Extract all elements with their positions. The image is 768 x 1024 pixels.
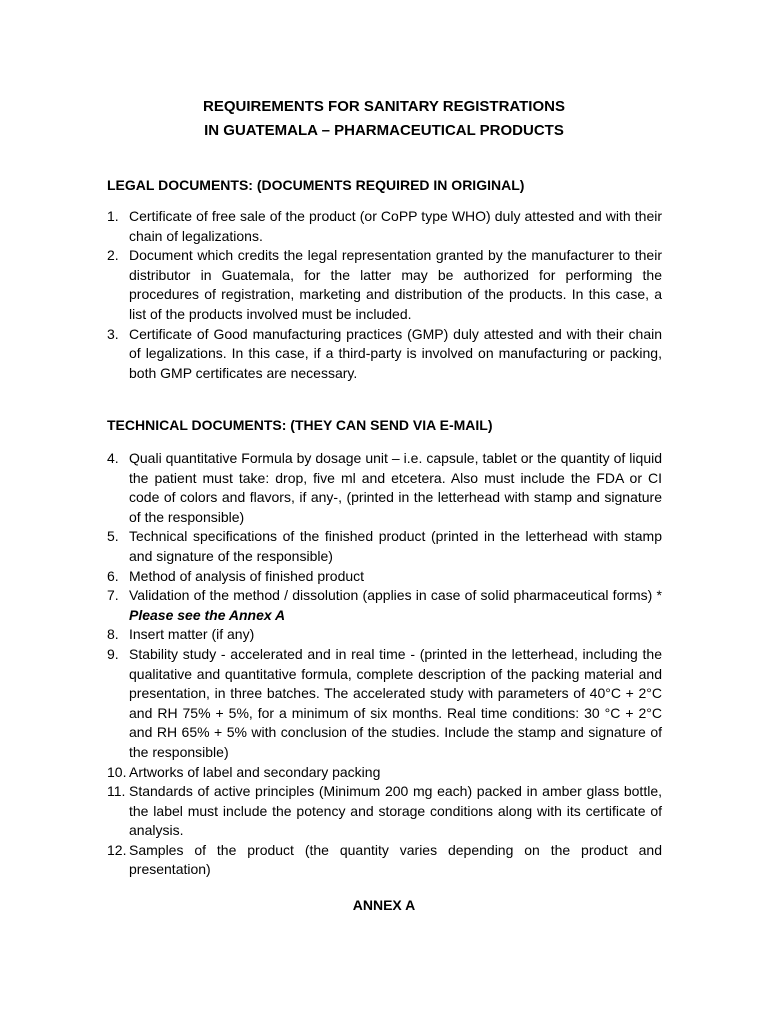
technical-documents-list <box>107 449 662 880</box>
list-item <box>107 527 662 566</box>
item-number: 7. <box>107 587 119 604</box>
item-text: Stability study - accelerated and in real time - (printed in the letterhead, including the qualitative and quantitative formula, complete description of the packing material and presentation, in three batches. The accelerated study with parameters of 40°C + 2°C and RH 75% + 5%, for a minimum of six months. Real time conditions: 30 °C + 2°C and RH 65% + 5% with conclusion of the studies. Include the stamp and signature of the responsible) <box>129 645 662 760</box>
item-text: Document which credits the legal representation granted by the manufacturer to their distributor in Guatemala, for the latter may be authorized for performing the procedures of registration, marketing and distribution of the products. In this case, a list of the products involved must be included. <box>129 247 662 322</box>
item-text: Standards of active principles (Minimum 200 mg each) packed in amber glass bottle, the label must include the potency and storage conditions along with its certificate of analysis. <box>129 783 662 839</box>
list-item <box>107 625 662 645</box>
document-title-line-1: REQUIREMENTS FOR SANITARY REGISTRATIONS <box>203 98 565 115</box>
legal-documents-list <box>107 207 662 383</box>
technical-documents-heading: TECHNICAL DOCUMENTS: (THEY CAN SEND VIA E-MAIL) <box>107 417 493 433</box>
item-text: Certificate of free sale of the product (or CoPP type WHO) duly attested and with their chain of legalizations. <box>129 208 662 244</box>
legal-documents-heading: LEGAL DOCUMENTS: (DOCUMENTS REQUIRED IN ORIGINAL) <box>107 177 525 193</box>
list-item <box>107 586 662 625</box>
annex-reference: Please see the Annex A <box>129 606 286 623</box>
item-number: 2. <box>107 247 119 264</box>
item-text: Certificate of Good manufacturing practices (GMP) duly attested and with their chain of legalizations. In this case, if a third-party is involved on manufacturing or packing, both GMP certificates are necessary. <box>129 325 662 381</box>
item-text: Samples of the product (the quantity varies depending on the product and presentation) <box>129 841 662 878</box>
item-number: 6. <box>107 567 119 584</box>
item-number: 8. <box>107 626 119 643</box>
list-item <box>107 782 662 841</box>
item-number: 10. <box>107 763 127 780</box>
item-number: 5. <box>107 528 119 545</box>
item-number: 3. <box>107 325 119 342</box>
item-text: Quali quantitative Formula by dosage unit – i.e. capsule, tablet or the quantity of liquid the patient must take: drop, five ml and etcetera. Also must include the FDA or CI code of colors and flavors, if any-, (printed in the letterhead with stamp and signature of the responsible) <box>129 450 662 525</box>
item-text: Validation of the method / dissolution (applies in case of solid pharmaceutical forms) * <box>129 587 662 604</box>
list-item <box>107 763 662 783</box>
list-item <box>107 645 662 763</box>
item-number: 4. <box>107 450 119 466</box>
item-number: 12. <box>107 841 127 858</box>
document-title-line-2: IN GUATEMALA – PHARMACEUTICAL PRODUCTS <box>204 122 564 139</box>
list-item <box>107 207 662 246</box>
list-item <box>107 841 662 880</box>
item-text: Insert matter (if any) <box>129 626 255 643</box>
item-number: 11. <box>107 783 126 800</box>
item-text: Artworks of label and secondary packing <box>129 763 381 780</box>
item-number: 9. <box>107 645 119 662</box>
annex-a-heading: ANNEX A <box>352 897 416 913</box>
list-item <box>107 325 662 384</box>
list-item <box>107 246 662 324</box>
list-item <box>107 567 662 587</box>
item-text: Method of analysis of finished product <box>129 567 365 584</box>
item-number: 1. <box>107 208 119 224</box>
item-text: Technical specifications of the finished product (printed in the letterhead with stamp and signature of the responsible) <box>129 528 662 564</box>
list-item <box>107 449 662 527</box>
